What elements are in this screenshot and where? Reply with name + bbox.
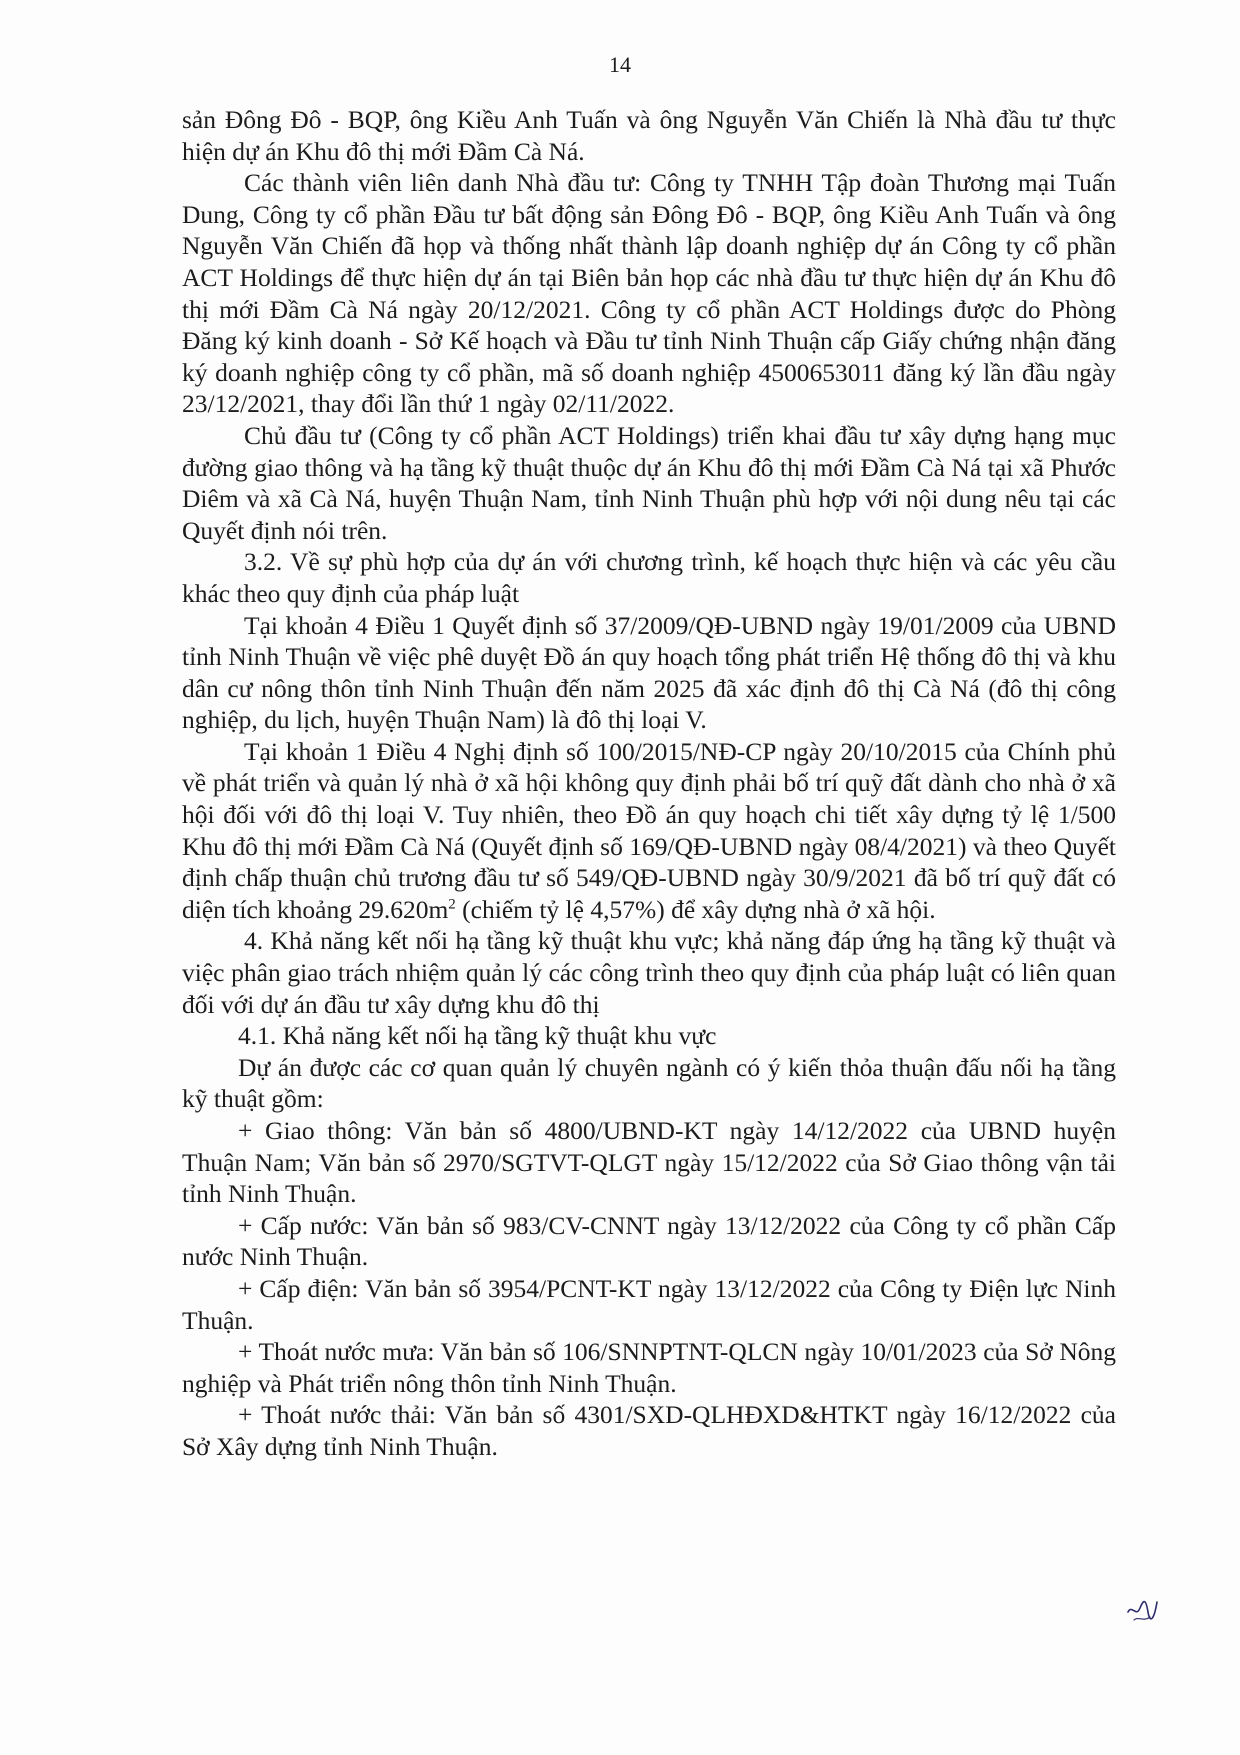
paragraph: Tại khoản 4 Điều 1 Quyết định số 37/2009/QĐ-UBND ngày 19/01/2009 của UBND tỉnh Ninh Thuận về việc phê duyệt Đồ án quy hoạch tổng phát triển Hệ thống đô thị và khu dân cư nông thôn tỉnh Ninh Thuận đến năm 2025 đã xác định đô thị Cà Ná (đô thị công nghiệp, du lịch, huyện Thuận Nam) là đô thị loại V. bbox=[182, 610, 1116, 735]
page-number: 14 bbox=[609, 52, 631, 77]
document-body bbox=[182, 104, 1116, 1463]
paragraph: sản Đông Đô - BQP, ông Kiều Anh Tuấn và ông Nguyễn Văn Chiến là Nhà đầu tư thực hiện dự án Khu đô thị mới Đầm Cà Ná. bbox=[182, 105, 1116, 166]
section-heading: 4. Khả năng kết nối hạ tầng kỹ thuật khu vực; khả năng đáp ứng hạ tầng kỹ thuật và việc phân giao trách nhiệm quản lý các công trình theo quy định của pháp luật có liên quan đối với dự án đầu tư xây dựng khu đô thị bbox=[182, 926, 1116, 1019]
paragraph: Các thành viên liên danh Nhà đầu tư: Công ty TNHH Tập đoàn Thương mại Tuấn Dung, Công ty cổ phần Đầu tư bất động sản Đông Đô - BQP, ông Kiều Anh Tuấn và ông Nguyễn Văn Chiến đã họp và thống nhất thành lập doanh nghiệp dự án Công ty cổ phần ACT Holdings để thực hiện dự án tại Biên bản họp các nhà đầu tư thực hiện dự án Khu đô thị mới Đầm Cà Ná ngày 20/12/2021. Công ty cổ phần ACT Holdings được do Phòng Đăng ký kinh doanh - Sở Kế hoạch và Đầu tư tỉnh Ninh Thuận cấp Giấy chứng nhận đăng ký doanh nghiệp công ty cổ phần, mã số doanh nghiệp 4500653011 đăng ký lần đầu ngày 23/12/2021, thay đổi lần thứ 1 ngày 02/11/2022. bbox=[182, 168, 1116, 419]
list-item: + Cấp nước: Văn bản số 983/CV-CNNT ngày 13/12/2022 của Công ty cổ phần Cấp nước Ninh Thuận. bbox=[182, 1210, 1116, 1272]
subsection-heading: 4.1. Khả năng kết nối hạ tầng kỹ thuật khu vực bbox=[238, 1021, 717, 1051]
section-heading: 3.2. Về sự phù hợp của dự án với chương trình, kế hoạch thực hiện và các yêu cầu khác theo quy định của pháp luật bbox=[182, 547, 1116, 608]
initials-mark-icon bbox=[1124, 1590, 1160, 1626]
paragraph bbox=[182, 736, 1116, 926]
superscript: 2 bbox=[448, 896, 456, 913]
paragraph-tail: (chiếm tỷ lệ 4,57%) để xây dựng nhà ở xã hội. bbox=[455, 894, 936, 924]
list-item: + Cấp điện: Văn bản số 3954/PCNT-KT ngày 13/12/2022 của Công ty Điện lực Ninh Thuận. bbox=[182, 1273, 1116, 1335]
list-item: + Giao thông: Văn bản số 4800/UBND-KT ngày 14/12/2022 của UBND huyện Thuận Nam; Văn bản số 2970/SGTVT-QLGT ngày 15/12/2022 của Sở Giao thông vận tải tỉnh Ninh Thuận. bbox=[182, 1116, 1116, 1209]
paragraph: Chủ đầu tư (Công ty cổ phần ACT Holdings) triển khai đầu tư xây dựng hạng mục đường giao thông và hạ tầng kỹ thuật thuộc dự án Khu đô thị mới Đầm Cà Ná tại xã Phước Diêm và xã Cà Ná, huyện Thuận Nam, tỉnh Ninh Thuận phù hợp với nội dung nêu tại các Quyết định nói trên. bbox=[182, 420, 1116, 545]
list-item: + Thoát nước mưa: Văn bản số 106/SNNPTNT-QLCN ngày 10/01/2023 của Sở Nông nghiệp và Phát triển nông thôn tỉnh Ninh Thuận. bbox=[182, 1337, 1116, 1398]
list-item: + Thoát nước thải: Văn bản số 4301/SXD-QLHĐXD&HTKT ngày 16/12/2022 của Sở Xây dựng tỉnh Ninh Thuận. bbox=[182, 1400, 1116, 1461]
paragraph-text: Tại khoản 1 Điều 4 Nghị định số 100/2015/NĐ-CP ngày 20/10/2015 của Chính phủ về phát triển và quản lý nhà ở xã hội không quy định phải bố trí quỹ đất dành cho nhà ở xã hội đối với đô thị loại V. Tuy nhiên, theo Đồ án quy hoạch chi tiết xây dựng tỷ lệ 1/500 Khu đô thị mới Đầm Cà Ná (Quyết định số 169/QĐ-UBND ngày 08/4/2021) và theo Quyết định chấp thuận chủ trương đầu tư số 549/QĐ-UBND ngày 30/9/2021 đã bố trí quỹ đất có diện tích khoảng 29.620m bbox=[182, 736, 1116, 924]
paragraph: Dự án được các cơ quan quản lý chuyên ngành có ý kiến thỏa thuận đấu nối hạ tầng kỹ thuật gồm: bbox=[182, 1052, 1116, 1114]
